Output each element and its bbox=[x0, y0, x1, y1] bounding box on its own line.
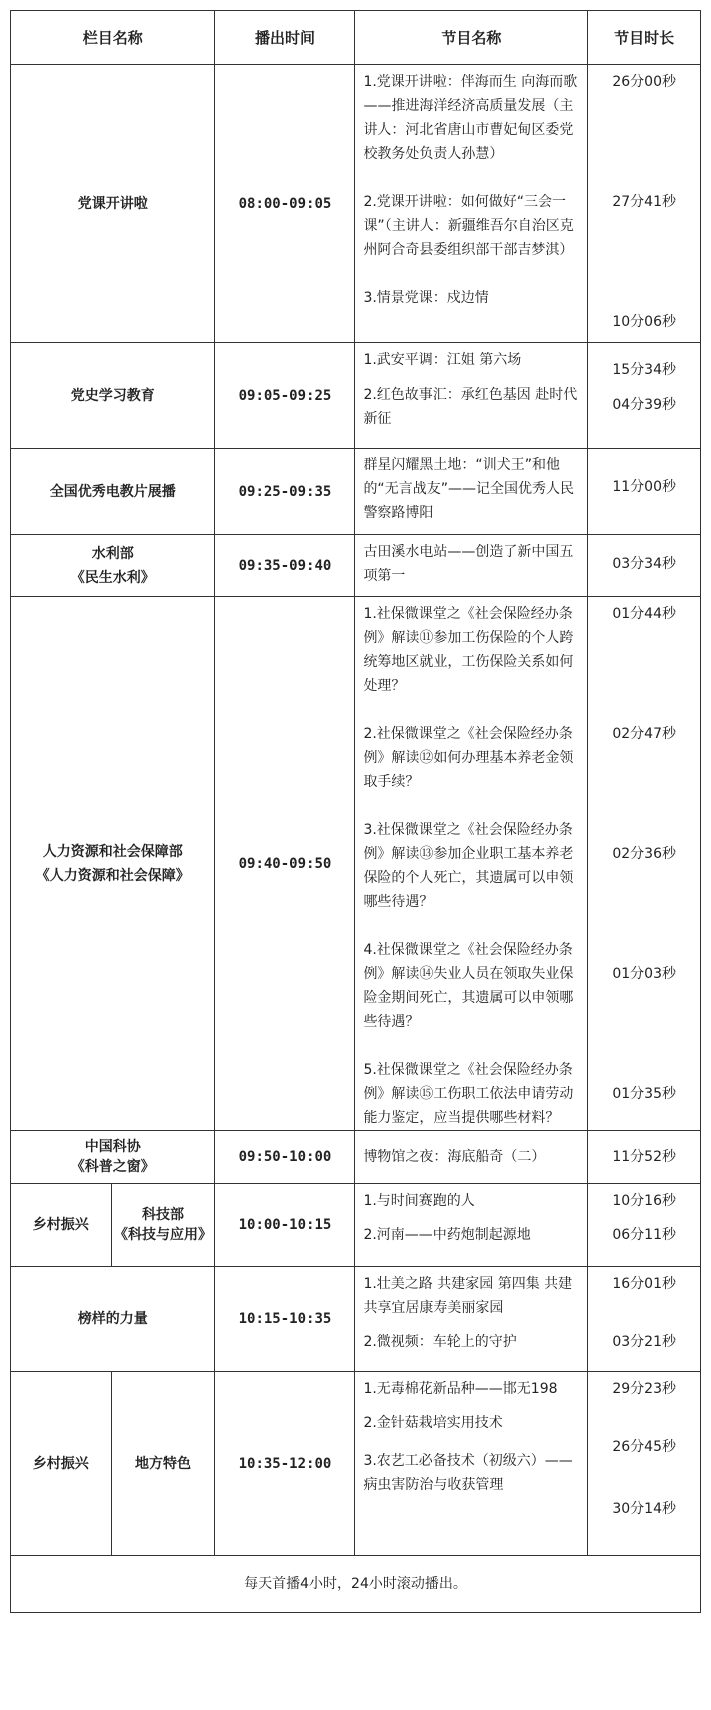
table-row bbox=[11, 1372, 701, 1556]
sub-column-line: 《科技与应用》 bbox=[114, 1227, 213, 1243]
duration-item: 30分14秒 bbox=[612, 1501, 676, 1517]
program-item: 博物馆之夜：海底船奇（二） bbox=[363, 1149, 546, 1165]
duration-item: 10分16秒 bbox=[612, 1193, 676, 1209]
air-time: 10:00-10:15 bbox=[215, 1184, 355, 1267]
duration-item: 03分34秒 bbox=[612, 556, 676, 572]
footer-row bbox=[11, 1556, 701, 1613]
duration-item: 15分34秒 bbox=[612, 362, 676, 378]
column-name bbox=[11, 597, 215, 1131]
duration-cell bbox=[588, 449, 701, 535]
column-name-line: 《科普之窗》 bbox=[70, 1159, 155, 1175]
duration-item: 06分11秒 bbox=[612, 1227, 676, 1243]
header-column: 栏目名称 bbox=[11, 11, 215, 65]
duration-item: 29分23秒 bbox=[612, 1381, 676, 1397]
header-row bbox=[11, 11, 701, 65]
duration-item: 16分01秒 bbox=[612, 1276, 676, 1292]
column-name bbox=[11, 1131, 215, 1184]
program-cell bbox=[355, 343, 588, 449]
program-item: 2.红色故事汇：承红色基因 赴时代新征 bbox=[363, 387, 578, 427]
program-item: 2.党课开讲啦：如何做好“三会一课”（主讲人：新疆维吾尔自治区克州阿合奇县委组织部干部吉梦淇） bbox=[363, 194, 574, 258]
duration-item: 26分00秒 bbox=[612, 74, 676, 90]
header-time: 播出时间 bbox=[215, 11, 355, 65]
table-row bbox=[11, 449, 701, 535]
duration-item: 03分21秒 bbox=[612, 1334, 676, 1350]
air-time: 09:25-09:35 bbox=[215, 449, 355, 535]
duration-cell bbox=[588, 343, 701, 449]
air-time: 10:15-10:35 bbox=[215, 1267, 355, 1372]
program-cell bbox=[355, 535, 588, 597]
table-row bbox=[11, 1267, 701, 1372]
duration-cell bbox=[588, 1267, 701, 1372]
program-item: 2.金针菇栽培实用技术 bbox=[363, 1415, 503, 1431]
column-name-line: 水利部 bbox=[91, 545, 134, 562]
column-name bbox=[11, 535, 215, 597]
program-item: 1.社保微课堂之《社会保险经办条例》解读⑪参加工伤保险的个人跨统筹地区就业，工伤保险关系如何处理？ bbox=[363, 606, 574, 694]
program-cell bbox=[355, 449, 588, 535]
program-cell bbox=[355, 1184, 588, 1267]
program-item: 4.社保微课堂之《社会保险经办条例》解读⑭失业人员在领取失业保险金期间死亡，其遗属可以申领哪些待遇？ bbox=[363, 942, 574, 1030]
duration-cell bbox=[588, 597, 701, 1131]
column-name: 党课开讲啦 bbox=[11, 65, 215, 343]
program-item: 1.武安平调：江姐 第六场 bbox=[363, 352, 522, 368]
column-name-line: 人力资源和社会保障部 bbox=[42, 843, 183, 860]
duration-item: 04分39秒 bbox=[612, 397, 676, 413]
column-name-line: 中国科协 bbox=[84, 1139, 141, 1155]
program-item: 5.社保微课堂之《社会保险经办条例》解读⑮工伤职工依法申请劳动能力鉴定，应当提供哪些材料？ bbox=[363, 1062, 574, 1126]
program-item: 2.社保微课堂之《社会保险经办条例》解读⑫如何办理基本养老金领取手续？ bbox=[363, 726, 574, 790]
duration-item: 02分36秒 bbox=[612, 846, 676, 862]
program-cell bbox=[355, 1372, 588, 1556]
program-item: 1.与时间赛跑的人 bbox=[363, 1193, 475, 1209]
air-time: 08:00-09:05 bbox=[215, 65, 355, 343]
air-time: 09:50-10:00 bbox=[215, 1131, 355, 1184]
duration-cell bbox=[588, 1184, 701, 1267]
program-cell bbox=[355, 1131, 588, 1184]
program-item: 2.微视频：车轮上的守护 bbox=[363, 1334, 517, 1350]
table-row bbox=[11, 1131, 701, 1184]
program-item: 3.社保微课堂之《社会保险经办条例》解读⑬参加企业职工基本养老保险的个人死亡，其遗属可以申领哪些待遇？ bbox=[363, 822, 574, 910]
table-row bbox=[11, 65, 701, 343]
program-item: 3.情景党课：戍边情 bbox=[363, 290, 489, 306]
column-name: 乡村振兴 bbox=[11, 1372, 112, 1556]
program-cell bbox=[355, 65, 588, 343]
duration-item: 27分41秒 bbox=[612, 194, 676, 210]
program-cell bbox=[355, 1267, 588, 1372]
program-item: 1.无毒棉花新品种——邯无198 bbox=[363, 1381, 558, 1397]
duration-item: 11分52秒 bbox=[612, 1149, 676, 1165]
sub-column-name: 地方特色 bbox=[111, 1372, 215, 1556]
program-item: 群星闪耀黑土地：“训犬王”和他的“无言战友”——记全国优秀人民警察路博阳 bbox=[363, 457, 574, 521]
program-item: 古田溪水电站——创造了新中国五项第一 bbox=[363, 544, 574, 584]
program-item: 1.党课开讲啦：伴海而生 向海而歌——推进海洋经济高质量发展（主讲人：河北省唐山市曹妃甸区委党校教务处负责人孙慧） bbox=[363, 74, 578, 162]
duration-cell bbox=[588, 1372, 701, 1556]
duration-cell bbox=[588, 1131, 701, 1184]
table-row bbox=[11, 343, 701, 449]
duration-cell bbox=[588, 535, 701, 597]
column-name: 党史学习教育 bbox=[11, 343, 215, 449]
header-duration: 节目时长 bbox=[588, 11, 701, 65]
column-name: 全国优秀电教片展播 bbox=[11, 449, 215, 535]
duration-item: 11分00秒 bbox=[612, 479, 676, 495]
column-name-line: 《民生水利》 bbox=[70, 569, 155, 586]
air-time: 10:35-12:00 bbox=[215, 1372, 355, 1556]
column-name: 乡村振兴 bbox=[11, 1184, 112, 1267]
column-name: 榜样的力量 bbox=[11, 1267, 215, 1372]
table-row bbox=[11, 597, 701, 1131]
table-row bbox=[11, 535, 701, 597]
program-item: 3.农艺工必备技术（初级六）——病虫害防治与收获管理 bbox=[363, 1453, 573, 1493]
duration-cell bbox=[588, 65, 701, 343]
program-cell bbox=[355, 597, 588, 1131]
duration-item: 01分03秒 bbox=[612, 966, 676, 982]
schedule-table bbox=[10, 10, 701, 1613]
sub-column-line: 科技部 bbox=[142, 1207, 185, 1223]
footer-note: 每天首播4小时，24小时滚动播出。 bbox=[11, 1556, 701, 1613]
header-program: 节目名称 bbox=[355, 11, 588, 65]
air-time: 09:05-09:25 bbox=[215, 343, 355, 449]
duration-item: 02分47秒 bbox=[612, 726, 676, 742]
air-time: 09:40-09:50 bbox=[215, 597, 355, 1131]
column-name-line: 《人力资源和社会保障》 bbox=[35, 867, 190, 884]
duration-item: 26分45秒 bbox=[612, 1439, 676, 1455]
duration-item: 01分35秒 bbox=[612, 1086, 676, 1102]
duration-item: 10分06秒 bbox=[612, 314, 676, 330]
program-item: 2.河南——中药炮制起源地 bbox=[363, 1227, 531, 1243]
table-row bbox=[11, 1184, 701, 1267]
air-time: 09:35-09:40 bbox=[215, 535, 355, 597]
sub-column-name bbox=[111, 1184, 215, 1267]
program-item: 1.壮美之路 共建家园 第四集 共建共享宜居康寿美丽家园 bbox=[363, 1276, 573, 1316]
duration-item: 01分44秒 bbox=[612, 606, 676, 622]
